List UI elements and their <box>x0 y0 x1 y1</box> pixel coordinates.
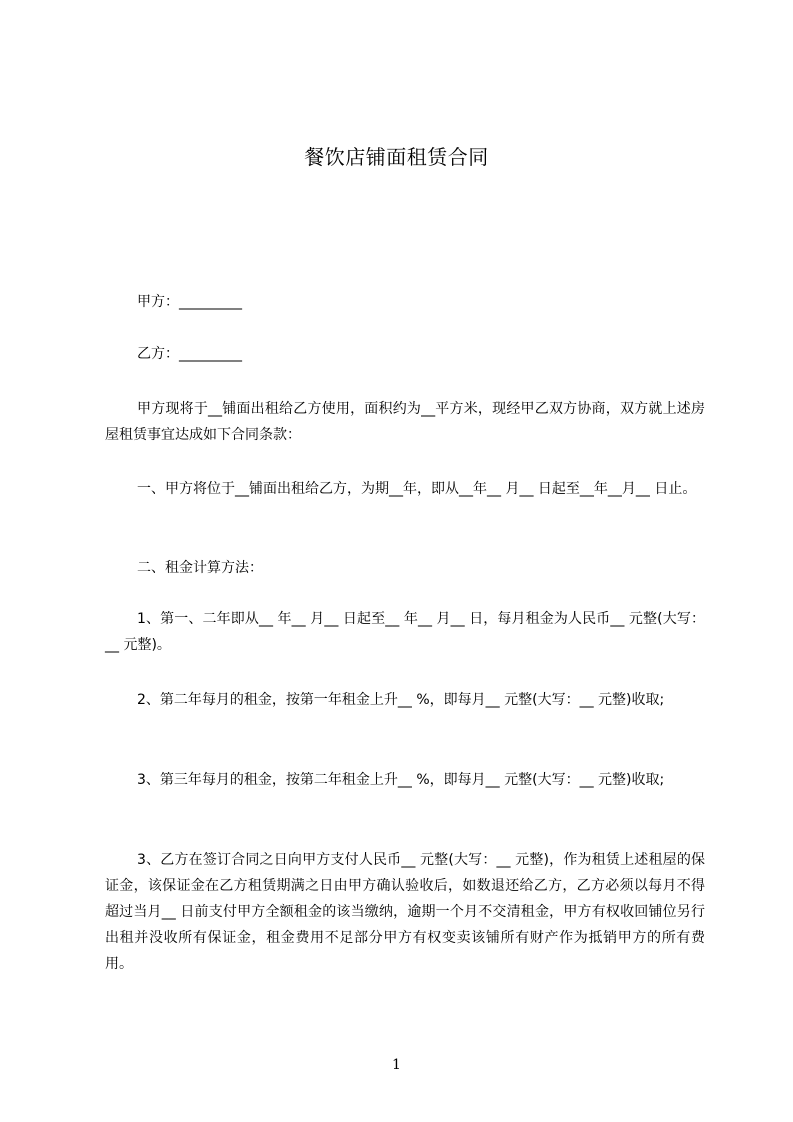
clause-1-paragraph: 一、甲方将位于__铺面出租给乙方，为期__年，即从__年__ 月__ 日起至__年__月__ 日止。 <box>137 481 697 497</box>
intro-paragraph: 甲方现将于__铺面出租给乙方使用，面积约为__平方米，现经甲乙双方协商，双方就上述房屋租赁事宜达成如下合同条款： <box>105 401 705 443</box>
deposit-paragraph: 3、乙方在签订合同之日向甲方支付人民币__ 元整(大写：__ 元整)，作为租赁上述租屋的保证金，该保证金在乙方租赁期满之日由甲方确认验收后，如数退还给乙方，乙方必须以每月不得超过当月__ 日前支付甲方全额租金的该当缴纳，逾期一个月不交清租金，甲方有权收回铺位另行出租并没收所有保证金，租金费用不足部分甲方有权变卖该铺所有财产作为抵销甲方的所有费用。 <box>105 852 705 972</box>
document-title: 餐饮店铺面租赁合同 <box>304 145 489 169</box>
rent-item-2: 2、第二年每月的租金，按第一年租金上升__ %，即每月__ 元整(大写：__ 元整)收取; <box>137 692 665 708</box>
rent-item-1: 1、第一、二年即从__ 年__ 月__ 日起至__ 年__ 月__ 日，每月租金为人民币__ 元整(大写：__ 元整)。 <box>105 611 705 653</box>
party-b-line: 乙方：_________ <box>137 346 242 362</box>
rent-item-3: 3、第三年每月的租金，按第二年租金上升__ %，即每月__ 元整(大写：__ 元整)收取; <box>137 772 665 788</box>
clause-2-heading: 二、租金计算方法： <box>137 560 263 576</box>
page-number: 1 <box>392 1057 401 1073</box>
party-a-line: 甲方：_________ <box>137 294 242 310</box>
